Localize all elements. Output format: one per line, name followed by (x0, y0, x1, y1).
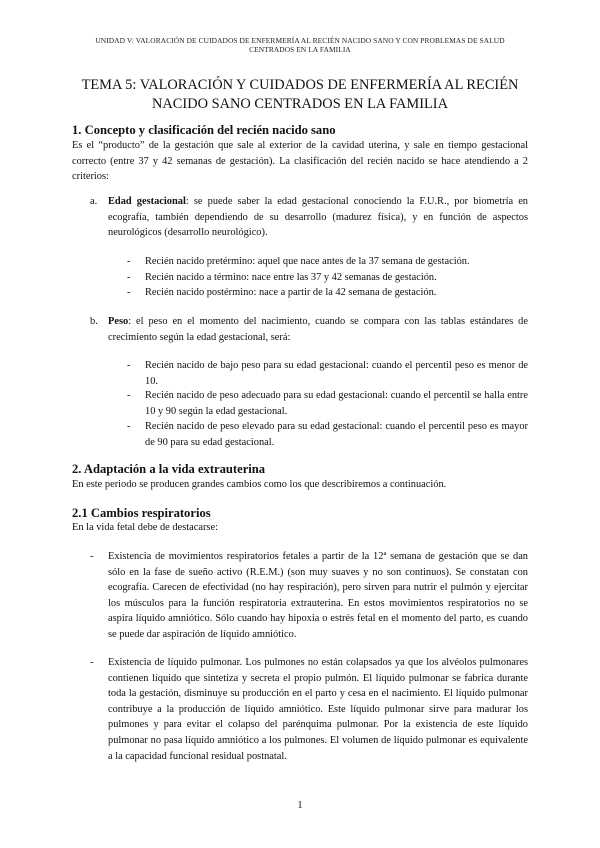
title-line-1: TEMA 5: VALORACIÓN Y CUIDADOS DE ENFERMERÍA AL RECIÉN (81, 77, 519, 93)
respiratory-item: Existencia de movimientos respiratorios fetales a partir de la 12ª semana de gestación que se dan sólo en la fase de sueño activo (R.E.M.) (son muy suaves y no son continuos). Se constatan con ecografía. Carecen de efectividad (no hay respiración), pero sirven para nutrir el pulmón y ejercitar los músculos para la función respiratoria extrauterina. En estos movimientos respiratorios no se aspira líquido amniótico. Sólo cuando hay hipoxia o estrés fetal en el momento del parto, es cuando se puede dar aspiración de líquido amniótico. (108, 551, 528, 640)
section-2-heading: 2. Adaptación a la vida extrauterina (72, 462, 266, 476)
item-b-subitem: Recién nacido de peso adecuado para su edad gestacional: cuando el percentil se halla entre 10 y 90 según la edad gestacional. (145, 390, 528, 417)
item-b-marker: b. (90, 316, 98, 327)
section-2-intro: En este periodo se producen grandes cambios como los que describiremos a continuación. (72, 479, 447, 490)
item-a-term: Edad gestacional (108, 196, 186, 207)
item-b-subitem: Recién nacido de bajo peso para su edad gestacional: cuando el percentil peso es menor de 10. (145, 360, 528, 387)
item-a-subitem: Recién nacido pretérmino: aquel que nace antes de la 37 semana de gestación. (145, 256, 470, 267)
item-b-text (108, 314, 528, 345)
dash-marker: - (127, 360, 131, 371)
dash-marker: - (90, 657, 94, 668)
dash-marker: - (127, 421, 131, 432)
respiratory-item: Existencia de líquido pulmonar. Los pulmones no están colapsados ya que los alvéolos pulmonares contienen líquido que sintetiza y secreta el propio pulmón. El líquido pulmonar se fabrica durante toda la gestación, disminuye su producción en el parto y cesa en el nacimiento. El líquido pulmonar contribuye a la producción de líquido amniótico. Este líquido pulmonar sirve para madurar los pulmones y para evitar el colapso del parénquima pulmonar. Por la existencia de este líquido pulmonar no pasa líquido amniótico a los pulmones. El volumen de líquido pulmonar es equivalente a la capacidad funcional residual postnatal. (108, 657, 528, 762)
section-2-1-heading: 2.1 Cambios respiratorios (72, 506, 211, 520)
item-b-body: : el peso en el momento del nacimiento, cuando se compara con las tablas estándares de crecimiento según la edad gestacional, será: (108, 316, 528, 343)
item-a-text (108, 194, 528, 241)
page-number: 1 (297, 800, 303, 811)
item-a-marker: a. (90, 196, 98, 207)
dash-marker: - (127, 272, 131, 283)
section-1-intro: Es el “producto” de la gestación que sale al exterior de la cavidad uterina, y sale en tiempo gestacional correcto (entre 37 y 42 semanas de gestación). La clasificación del recién nacido se hace atendiendo a 2 criterios: (72, 140, 528, 183)
dash-marker: - (127, 390, 131, 401)
dash-marker: - (127, 256, 131, 267)
item-a-subitem: Recién nacido postérmino: nace a partir de la 42 semana de gestación. (145, 287, 437, 298)
dash-marker: - (90, 551, 94, 562)
item-b-subitem: Recién nacido de peso elevado para su edad gestacional: cuando el percentil peso es mayor de 90 para su edad gestacional. (145, 421, 528, 448)
item-a-subitem: Recién nacido a término: nace entre las 37 y 42 semanas de gestación. (145, 272, 437, 283)
section-2-1-intro: En la vida fetal debe de destacarse: (72, 522, 218, 533)
document-title (72, 76, 528, 114)
title-line-2: NACIDO SANO CENTRADOS EN LA FAMILIA (152, 96, 448, 112)
running-header: UNIDAD V: VALORACIÓN DE CUIDADOS DE ENFERMERÍA AL RECIÉN NACIDO SANO Y CON PROBLEMAS DE SALUD CENTRADOS EN LA FAMILIA (95, 36, 505, 54)
section-1-heading: 1. Concepto y clasificación del recién nacido sano (72, 123, 336, 137)
item-a-body: : se puede saber la edad gestacional conociendo la F.U.R., por biometría en ecografía, también dependiendo de su desarrollo (madurez física), y en función de aspectos neurológicos (desarrollo neurológico). (108, 196, 528, 239)
item-b-term: Peso (108, 316, 129, 327)
dash-marker: - (127, 287, 131, 298)
